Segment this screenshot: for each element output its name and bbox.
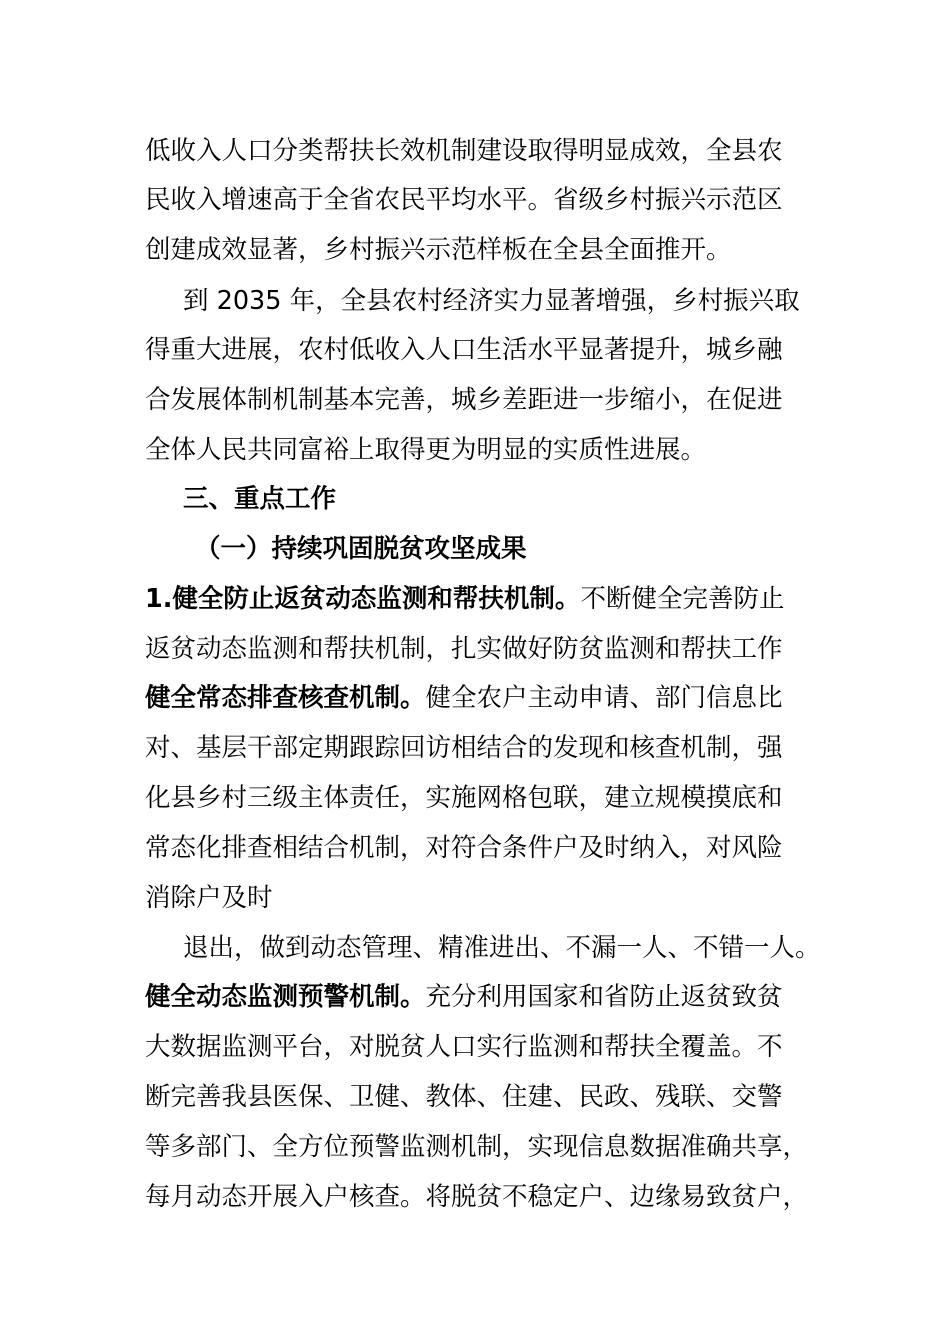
paragraph-first-line <box>183 930 821 966</box>
line-text: 民收入增速高于全省农民平均水平。省级乡村振兴示范区 <box>145 185 783 215</box>
section-heading <box>183 481 336 517</box>
body-line <box>145 1029 783 1065</box>
body-line <box>145 730 783 766</box>
paragraph-first-line <box>183 283 800 319</box>
body-line <box>145 432 706 468</box>
line-text: 化县乡村三级主体责任，实施网格包联，建立规模摸底和 <box>145 783 783 813</box>
line-text: 到 2035 年，全县农村经济实力显著增强，乡村振兴取 <box>183 286 800 316</box>
line-text: 消除户及时 <box>145 883 273 913</box>
heading-text: （一）持续巩固脱贫攻坚成果 <box>195 534 527 564</box>
line-text: 充分利用国家和省防止返贫致贫 <box>425 982 783 1012</box>
line-text: 不断健全完善防止 <box>580 584 785 614</box>
line-text: 返贫动态监测和帮扶机制，扎实做好防贫监测和帮扶工作 <box>145 634 783 664</box>
body-line <box>145 382 783 418</box>
item-line <box>145 979 783 1015</box>
body-line <box>145 631 783 667</box>
line-text: 退出，做到动态管理、精准进出、不漏一人、不错一人。 <box>183 933 821 963</box>
line-text: 等多部门、全方位预警监测机制，实现信息数据准确共享， <box>145 1132 809 1162</box>
line-text: 健全农户主动申请、部门信息比 <box>425 683 783 713</box>
body-line <box>145 880 273 916</box>
line-text: 断完善我县医保、卫健、教体、住建、民政、残联、交警 <box>145 1082 783 1112</box>
body-line <box>145 1179 808 1215</box>
line-text: 常态化排查相结合机制，对符合条件户及时纳入，对风险 <box>145 833 783 863</box>
line-text: 合发展体制机制基本完善，城乡差距进一步缩小，在促进 <box>145 385 783 415</box>
line-text: 得重大进展，农村低收入人口生活水平显著提升，城乡融 <box>145 335 783 365</box>
body-line <box>145 1129 808 1165</box>
line-text: 创建成效显著，乡村振兴示范样板在全县全面推开。 <box>145 235 732 265</box>
body-line <box>145 232 732 268</box>
item-heading: 健全动态监测预警机制。 <box>145 982 426 1012</box>
line-text: 每月动态开展入户核查。将脱贫不稳定户、边缘易致贫户， <box>145 1182 809 1212</box>
body-line <box>145 332 783 368</box>
line-text: 低收入人口分类帮扶长效机制建设取得明显成效，全县农 <box>145 136 783 166</box>
body-line <box>145 182 783 218</box>
item-heading: 健全常态排查核查机制。 <box>145 683 426 713</box>
body-line <box>145 1079 783 1115</box>
item-line <box>145 680 783 716</box>
item-heading: 1.健全防止返贫动态监测和帮扶机制。 <box>145 584 581 614</box>
body-line <box>145 133 783 169</box>
heading-text: 三、重点工作 <box>183 484 337 514</box>
line-text: 对、基层干部定期跟踪回访相结合的发现和核查机制，强 <box>145 733 783 763</box>
item-line <box>145 581 784 617</box>
body-line <box>145 780 783 816</box>
line-text: 大数据监测平台，对脱贫人口实行监测和帮扶全覆盖。不 <box>145 1032 783 1062</box>
line-text: 全体人民共同富裕上取得更为明显的实质性进展。 <box>145 435 707 465</box>
body-line <box>145 830 783 866</box>
subsection-heading <box>195 531 527 567</box>
